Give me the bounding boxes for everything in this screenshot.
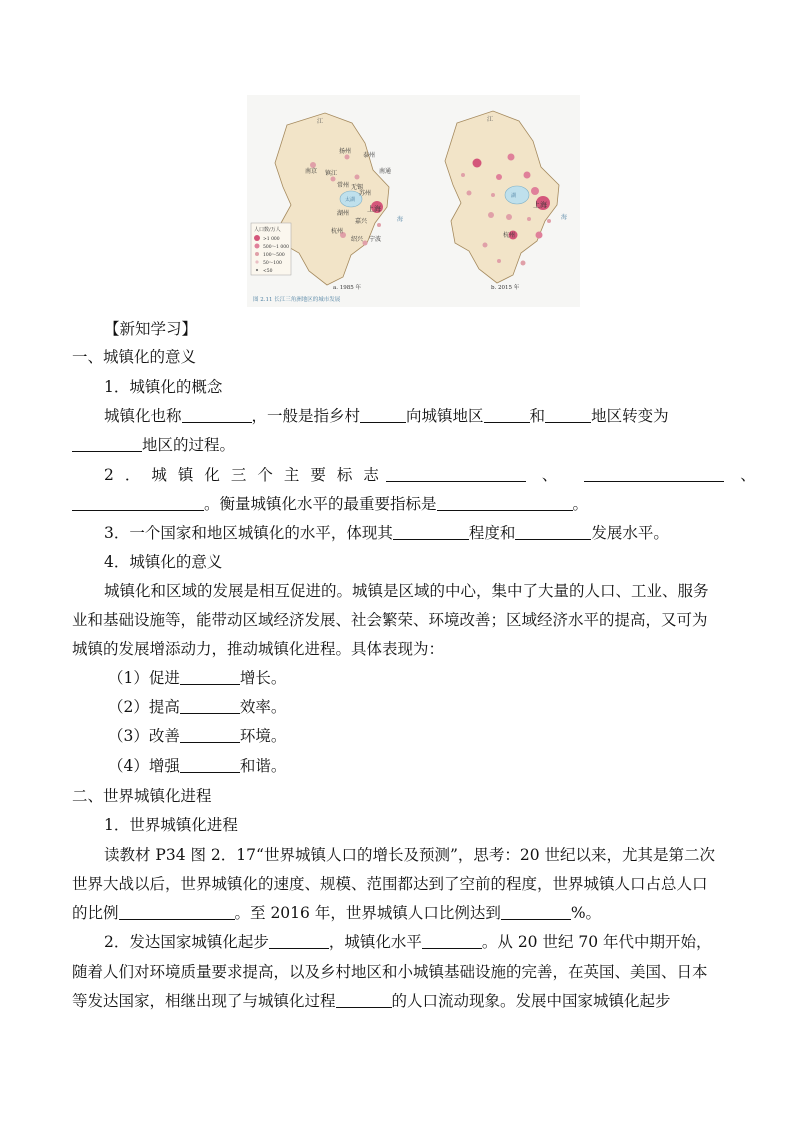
w2-line-1: 2．发达国家城镇化起步 ，城镇化水平 。从 20 世纪 70 年代中期开始， xyxy=(104,933,712,951)
city-label: 苏州 xyxy=(359,190,372,197)
city-label: 嘉兴 xyxy=(355,218,368,225)
fill-blank[interactable] xyxy=(180,698,240,714)
fill-blank[interactable] xyxy=(119,904,235,920)
fill-blank[interactable] xyxy=(180,669,240,685)
legend-title: 人口数/万人 xyxy=(254,227,281,233)
fill-blank[interactable] xyxy=(501,904,571,920)
w1-line-1: 读教材 P34 图 2．17“世界城镇人口的增长及预测”，思考：20 世纪以来，尤其是第二次 xyxy=(104,846,716,864)
fill-blank[interactable] xyxy=(72,495,204,511)
q1-line-1: 城镇化也称 ，一般是指乡村 向城镇地区 和 地区转变为 xyxy=(104,407,669,425)
q1-line-2: 地区的过程。 xyxy=(72,435,722,455)
p4-line: 城镇化和区域的发展是相互促进的。城镇是区域的中心，集中了大量的人口、工业、服务 xyxy=(104,582,709,600)
fill-blank[interactable] xyxy=(182,407,252,423)
q2-line-2: 。衡量城镇化水平的最重要指标是 。 xyxy=(72,494,722,514)
city-label: 湖州 xyxy=(337,210,350,217)
fill-blank[interactable] xyxy=(360,407,406,423)
city-label: 杭州 xyxy=(503,232,516,239)
q2-line-1: 2．城镇化三个主要标志 、 、 xyxy=(104,466,767,484)
map-legend xyxy=(251,223,291,275)
map-label: 江 xyxy=(487,116,494,123)
city-label: 扬州 xyxy=(339,148,352,155)
q3-line: 3．一个国家和地区城镇化的水平，体现其 程度和 发展水平。 xyxy=(104,524,669,542)
map-label: 海 xyxy=(397,216,404,223)
city-label: 宁波 xyxy=(369,236,382,243)
city-label: 上海 xyxy=(367,205,381,213)
fill-blank[interactable] xyxy=(515,524,591,540)
city-label: 杭州 xyxy=(331,228,344,235)
legend-item: >1 000 xyxy=(263,237,280,242)
fill-blank[interactable] xyxy=(545,407,591,423)
q1-title: 1．城镇化的概念 xyxy=(104,378,223,396)
item-2: （2）提高 效率。 xyxy=(108,698,287,716)
city-label: 南通 xyxy=(379,168,392,175)
fill-blank[interactable] xyxy=(386,466,526,482)
w2-line-3: 等发达国家，相继出现了与城镇化过程 的人口流动现象。发展中国家城镇化起步 xyxy=(72,992,671,1010)
fill-blank[interactable] xyxy=(72,436,142,452)
fill-blank[interactable] xyxy=(584,466,724,482)
map-figure xyxy=(247,95,580,307)
legend-item: 50～100 xyxy=(263,261,282,266)
lake-label: 湖 xyxy=(511,193,517,199)
legend-item: 500～1 000 xyxy=(263,245,289,250)
fill-blank[interactable] xyxy=(336,992,392,1008)
city-label: 常州 xyxy=(337,182,350,189)
fill-blank[interactable] xyxy=(484,407,530,423)
w1-line-3: 的比例 。至 2016 年，世界城镇人口比例达到 %。 xyxy=(72,904,602,922)
w2-line-2: 随着人们对环境质量要求提高，以及乡村地区和小城镇基础设施的完善，在英国、美国、日本 xyxy=(72,963,708,981)
q4-title: 4．城镇化的意义 xyxy=(104,553,223,571)
fill-blank[interactable] xyxy=(180,757,240,773)
w1-line-2: 世界大战以后，世界城镇化的速度、规模、范围都达到了空前的程度，世界城镇人口占总人口 xyxy=(72,875,708,893)
item-4: （4）增强 和谐。 xyxy=(108,757,287,775)
section-heading: 【新知学习】 xyxy=(104,320,198,338)
p4-line: 城镇的发展增添动力，推动城镇化进程。具体表现为： xyxy=(72,640,445,658)
map-label: 江 xyxy=(317,118,324,125)
city-label: 镇江 xyxy=(325,170,338,177)
map-label: 海 xyxy=(561,214,568,221)
legend-item: 100～500 xyxy=(263,253,285,258)
fill-blank[interactable] xyxy=(393,524,469,540)
w1-title: 1．世界城镇化进程 xyxy=(104,816,238,834)
map-b-label: b. 2015 年 xyxy=(491,285,520,291)
heading-2: 二、世界城镇化进程 xyxy=(72,787,212,805)
city-label: 绍兴 xyxy=(351,236,364,243)
figure-caption: 图 2.11 长江三角洲地区的城市发展 xyxy=(253,297,341,303)
legend-item: <50 xyxy=(263,269,273,274)
p4-line: 业和基础设施等，能带动区域经济发展、社会繁荣、环境改善；区域经济水平的提高，又可为 xyxy=(72,611,708,629)
item-1: （1）促进 增长。 xyxy=(108,669,287,687)
map-a-label: a. 1985 年 xyxy=(333,285,362,291)
city-label: 泰州 xyxy=(363,152,376,159)
city-label: 无锡 xyxy=(351,184,364,191)
fill-blank[interactable] xyxy=(180,727,240,743)
fill-blank[interactable] xyxy=(269,933,329,949)
fill-blank[interactable] xyxy=(437,495,573,511)
fill-blank[interactable] xyxy=(422,933,482,949)
lake-label: 太湖 xyxy=(345,197,356,203)
heading-1: 一、城镇化的意义 xyxy=(72,348,197,366)
city-label: 上海 xyxy=(533,201,547,209)
item-3: （3）改善 环境。 xyxy=(108,727,287,745)
city-label: 南京 xyxy=(305,168,318,175)
